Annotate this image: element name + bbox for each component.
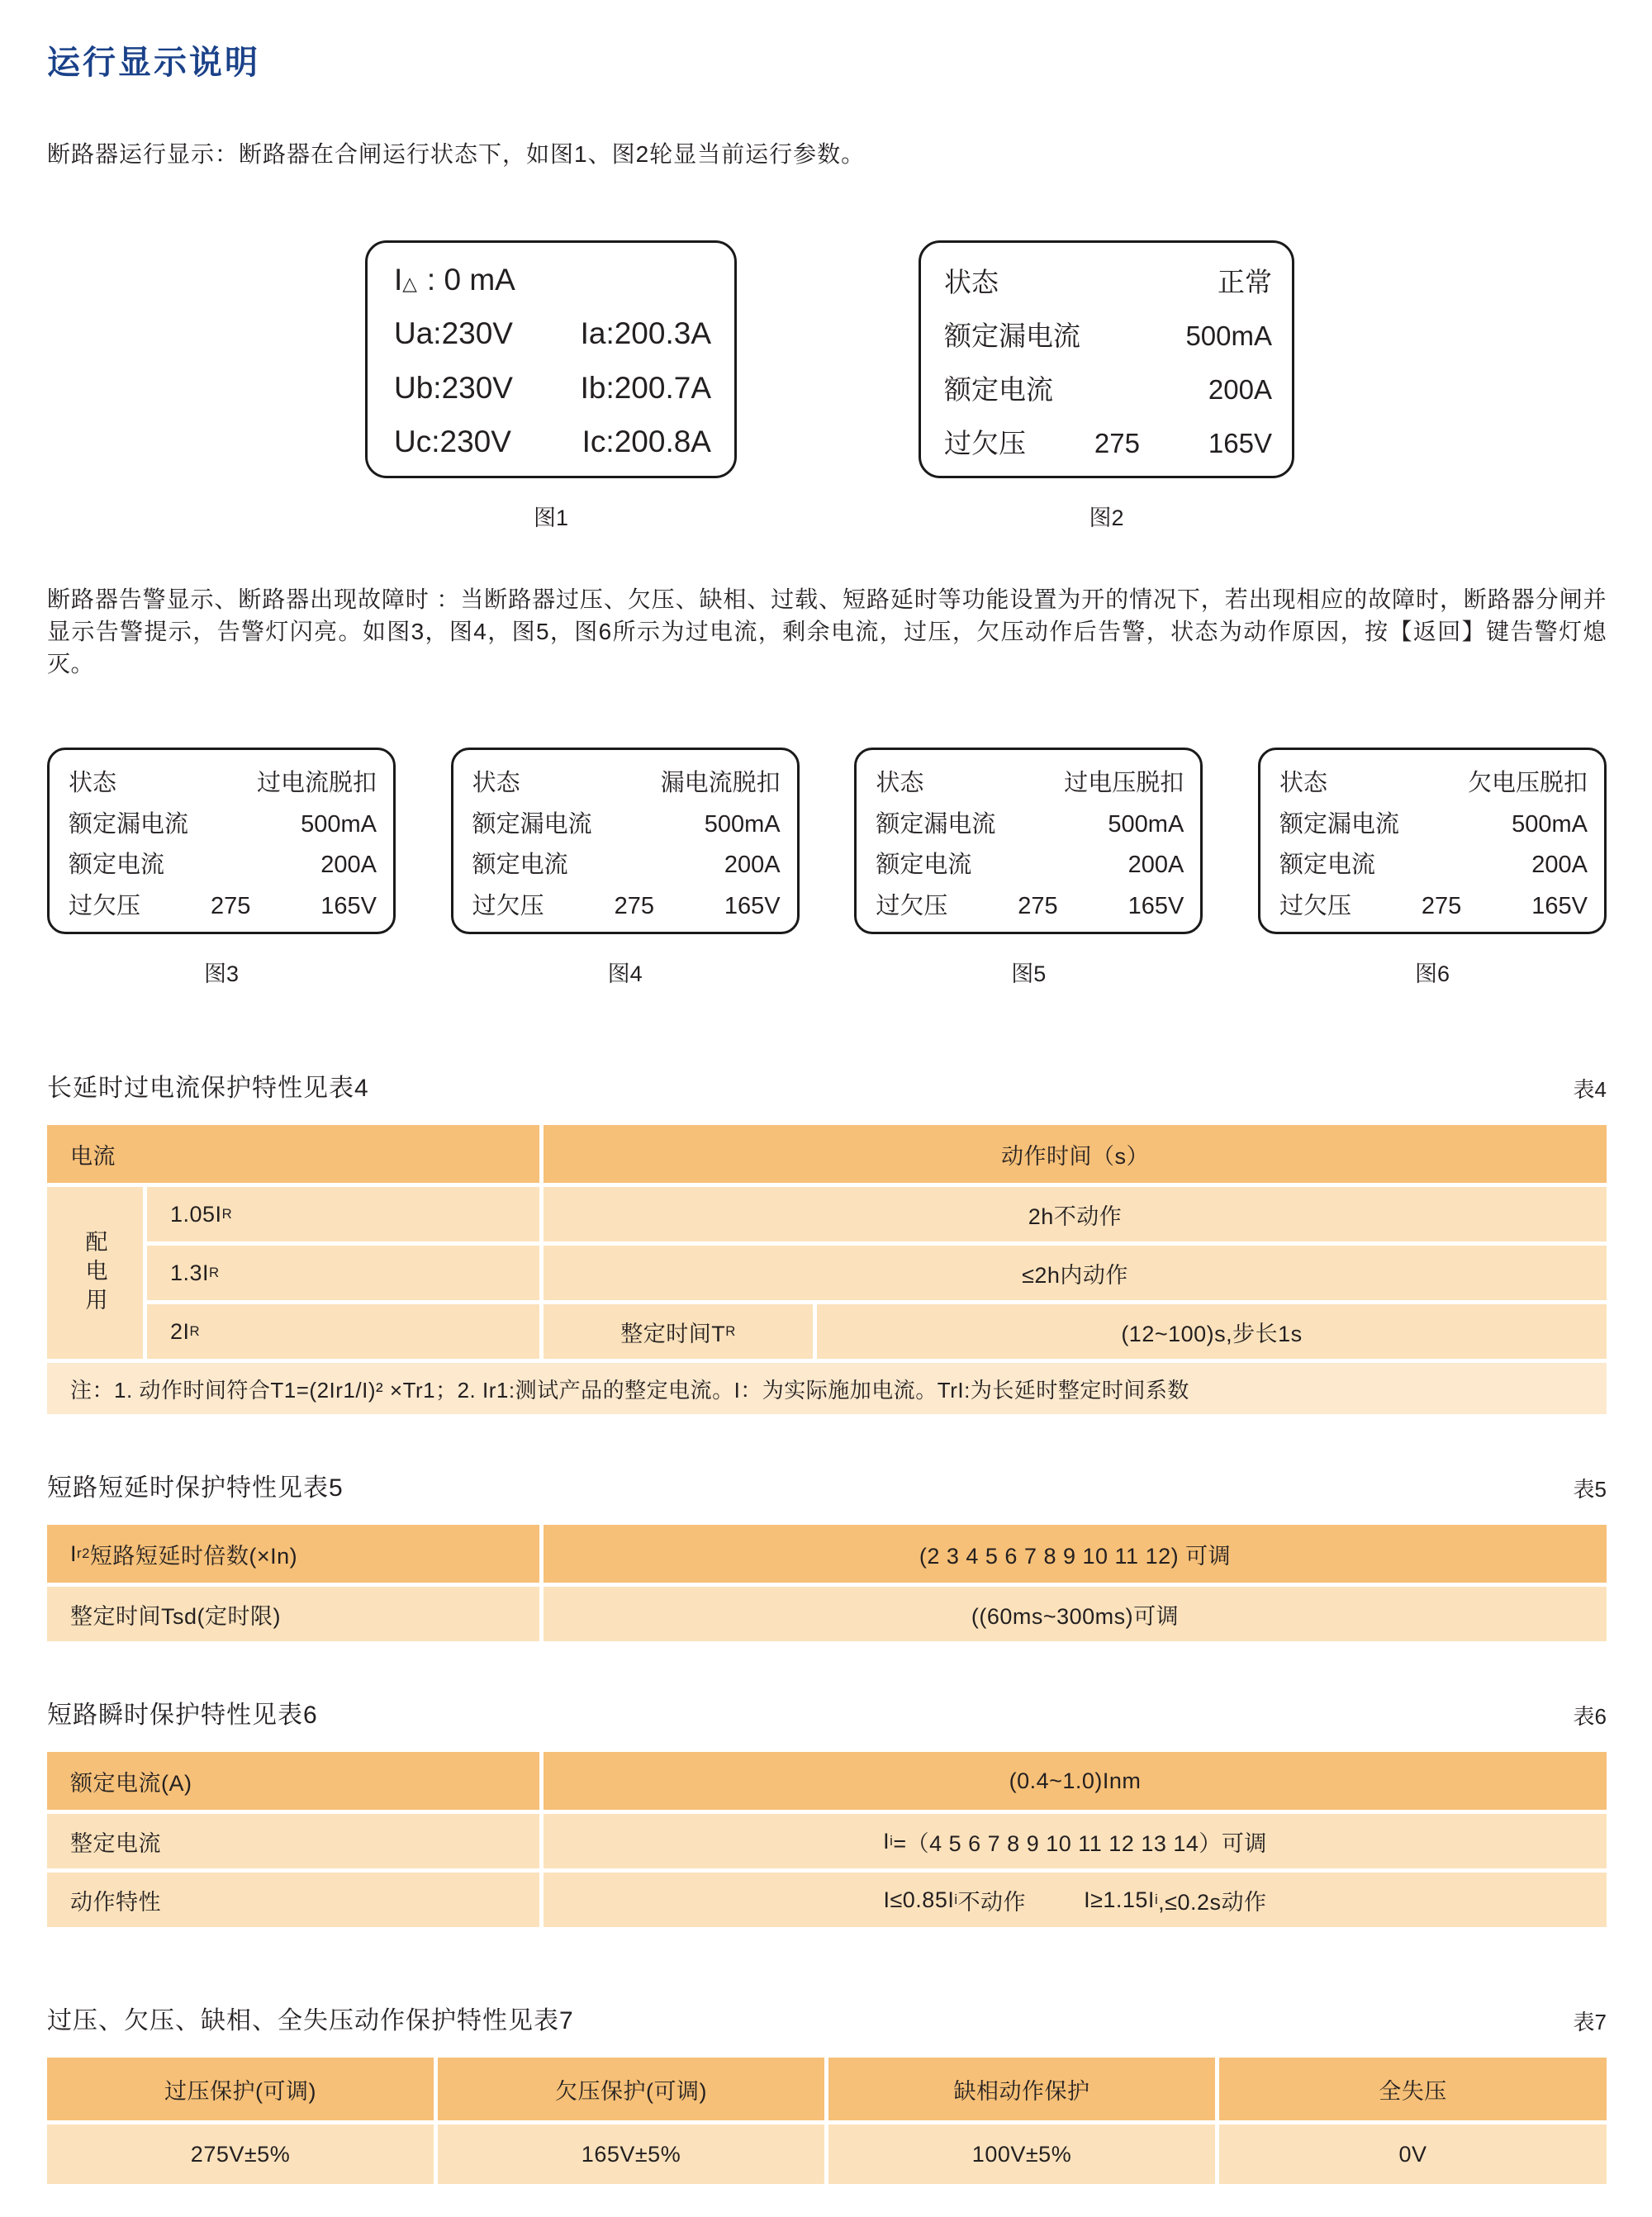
lcd-row [394,316,711,351]
table5 [47,1525,1607,1641]
setting-time-text: 整定时间T [620,1321,726,1346]
table4-action-cell: 2h不动作 [544,1187,1607,1241]
value-text: ,≤0.2s动作 [1158,1889,1267,1915]
table5-section [47,1467,1607,1641]
lcd-label: 额定漏电流 [472,810,592,838]
table7-col-phase-loss: 缺相动作保护 [828,2058,1215,2120]
lcd-label: 过欠压 [69,892,141,919]
lcd-value: 200A [724,852,781,879]
lcd-value: 165V [320,892,377,919]
table7 [47,2058,1607,2184]
table4-section-head [47,1067,1607,1104]
table6-number: 表6 [1573,1704,1607,1729]
lcd-row [472,846,781,880]
lcd-label: 额定电流 [69,852,165,879]
lcd-value: 500mA [1185,320,1272,351]
table5-heading: 短路短延时保护特性见表5 [47,1474,344,1502]
lcd-row [1279,805,1588,839]
figure-caption-2: 图2 [1089,506,1124,530]
lcd-label: 过欠压 [472,892,544,919]
lcd-value: 过电压脱扣 [1064,770,1184,796]
lcd-label: 额定漏电流 [944,320,1080,351]
table4-current-cell [147,1187,539,1241]
current-subscript: R [209,1265,220,1280]
figure-caption-3: 图3 [203,961,240,986]
lcd-label: 额定漏电流 [1279,810,1399,838]
table-row [147,1187,1607,1241]
table4-heading: 长延时过电流保护特性见表4 [47,1075,369,1102]
table5-label-cell [47,1525,539,1583]
table5-label-cell: 整定时间Tsd(定时限) [47,1587,539,1641]
lcd-current-a: Ia:200.3A [580,316,711,351]
table7-col-overvoltage: 过压保护(可调) [47,2058,434,2120]
table4-section [47,1067,1607,1414]
setting-time-subscript: R [725,1323,736,1339]
lcd-label: 过欠压 [876,892,948,919]
lcd-row [944,422,1272,461]
lcd-value: 正常 [1218,267,1272,297]
lcd-label: 状态 [944,267,999,297]
lcd-value: 200A [1531,852,1588,879]
lcd-display-5 [854,748,1203,934]
table-row [47,1752,1607,1810]
lcd-label: 额定漏电流 [876,810,996,838]
lcd-value: 165V [724,892,781,919]
lcd-row [876,764,1184,798]
label-text: I [70,1541,78,1566]
figure-caption-5: 图5 [1011,961,1047,986]
alarm-text: 断路器告警显示、断路器出现故障时 ：当断路器过压、欠压、缺相、过载、短路延时等功能设置为开的情况下，若出现相应的故障时，断路器分闸并显示告警提示，告警灯闪亮。如图3，图4，图5，图6所示为过电流，剩余电流，过压，欠压动作后告警，状态为动作原因，按【返回】键告警灯熄灭。 [47,586,1607,676]
lcd-label: 额定电流 [876,852,972,879]
table7-heading: 过压、欠压、缺相、全失压动作保护特性见表7 [47,2007,574,2034]
table7-col-total-voltage-loss: 全失压 [1219,2058,1607,2120]
figure-1-block [365,240,737,532]
table-row [47,2124,1607,2184]
table-note-row [47,1363,1607,1414]
table-row [47,1525,1607,1583]
lcd-label: 额定电流 [1279,852,1375,879]
lcd-voltage-a: Ua:230V [394,316,513,351]
triangle-subscript: △ [402,273,417,294]
table4-header-time: 动作时间（s） [544,1125,1607,1183]
table7-value-phase-loss: 100V±5% [828,2124,1215,2184]
lcd-value: 漏电流脱扣 [660,770,781,796]
lcd-row [944,368,1272,407]
lcd-label: 额定电流 [944,374,1053,405]
lcd-row [69,764,377,798]
table7-number: 表7 [1573,2010,1607,2034]
figure-caption-1: 图1 [533,506,569,530]
table6-label-cell: 整定电流 [47,1814,539,1868]
lcd-row [394,371,711,406]
label-subscript: r2 [77,1545,90,1561]
intro-text: 断路器运行显示：断路器在合闸运行状态下，如图1、图2轮显当前运行参数。 [47,141,866,167]
lcd-label: 过欠压 [944,428,1026,458]
lcd-row [876,846,1184,880]
label-text: 短路短延时倍数(×In) [89,1543,298,1569]
value-text: =（4 5 6 7 8 9 10 11 12 13 14）可调 [893,1830,1267,1856]
table7-section [47,2000,1607,2184]
table7-section-head [47,2000,1607,2036]
table4-note: 注：1. 动作时间符合T1=(2Ir1/I)² ×Tr1；2. Ir1:测试产品的整定电流。I：为实际施加电流。TrI:为长延时整定时间系数 [47,1363,1607,1414]
current-text: 1.05I [170,1201,222,1227]
lcd-row [394,425,711,459]
lcd-value: 500mA [1512,810,1588,838]
value-subscript: i [890,1833,894,1849]
figure-3-block [47,748,396,988]
figure-row-2 [47,748,1607,988]
lcd-display-3 [47,748,396,934]
table7-value-undervoltage: 165V±5% [438,2124,824,2184]
lcd-mid: 275 [614,892,654,919]
table-header-row [47,1125,1607,1183]
lcd-value: 欠电压脱扣 [1467,770,1588,796]
lcd-label: 状态 [472,770,520,796]
figure-caption-4: 图4 [607,961,643,986]
lcd-row [472,764,781,798]
lcd-current-b: Ib:200.7A [580,370,711,405]
table5-number: 表5 [1573,1477,1607,1502]
table6-label-cell: 动作特性 [47,1873,539,1927]
lcd-row [69,805,377,839]
lcd-display-4 [451,748,800,934]
table4-header-current: 电流 [47,1125,539,1183]
table4-action-cell: (12~100)s,步长1s [817,1304,1607,1359]
figure-5-block [854,748,1203,988]
table-row [47,1873,1607,1927]
table4-number: 表4 [1573,1077,1607,1102]
table4-setting-time-cell [544,1304,813,1359]
figure-caption-6: 图6 [1414,961,1450,986]
table-row [47,1587,1607,1641]
lcd-row [944,261,1272,300]
table5-section-head [47,1467,1607,1503]
table4-group-cell: 配电用 [47,1187,143,1359]
table-row [47,1814,1607,1868]
lcd-display-2 [919,240,1294,478]
table4-current-cell [147,1304,539,1359]
table6-value-cell [544,1814,1607,1868]
table6-section-head [47,1694,1607,1730]
current-text: 2I [170,1318,190,1344]
table6-value-cell [544,1873,1607,1927]
table-row [147,1304,1607,1359]
current-text: 1.3I [170,1260,210,1285]
lcd-voltage-c: Uc:230V [394,424,511,458]
lcd-label: 过欠压 [1279,892,1351,919]
table7-col-undervoltage: 欠压保护(可调) [438,2058,824,2120]
lcd-row [69,887,377,921]
lcd-row [69,846,377,880]
table-row [147,1246,1607,1300]
lcd-row [1279,764,1588,798]
lcd-voltage-b: Ub:230V [394,370,513,405]
lcd-row [394,263,711,297]
lcd-label: 状态 [876,770,924,796]
lcd-current-c: Ic:200.8A [582,424,711,458]
lcd-label: 额定漏电流 [69,810,189,838]
lcd-residual-label: I [394,263,403,297]
table4-current-cell [147,1246,539,1300]
lcd-row [472,805,781,839]
table6 [47,1752,1607,1927]
table4 [47,1125,1607,1414]
table6-label-cell: 额定电流(A) [47,1752,539,1810]
lcd-value: 200A [1208,374,1272,405]
figure-4-block [451,748,800,988]
table6-value-cell: (0.4~1.0)Inm [544,1752,1607,1810]
lcd-display-1 [365,240,737,478]
lcd-value: 200A [1127,852,1184,879]
lcd-label: 额定电流 [472,852,568,879]
lcd-label: 状态 [69,770,117,796]
value-subscript: i [954,1892,958,1907]
lcd-value: 165V [1127,892,1184,919]
value-subscript: i [1154,1892,1159,1907]
value-text: I [883,1828,890,1854]
table6-heading: 短路瞬时保护特性见表6 [47,1702,318,1729]
table4-action-cell: ≤2h内动作 [544,1246,1607,1300]
lcd-value: 500mA [301,810,377,838]
figure-2-block [919,240,1294,532]
lcd-mid: 275 [1421,892,1462,919]
value-text: 不动作 [957,1889,1027,1915]
table5-value-cell: (2 3 4 5 6 7 8 9 10 11 12) 可调 [544,1525,1607,1583]
table7-value-total-voltage-loss: 0V [1219,2124,1607,2184]
value-text: I≤0.85I [883,1887,955,1912]
lcd-value: 165V [1208,428,1272,458]
lcd-row [944,315,1272,354]
figure-row-1 [365,240,1607,532]
page-title: 运行显示说明 [47,45,260,81]
lcd-row [876,805,1184,839]
lcd-display-6 [1258,748,1607,934]
lcd-value: 500mA [1108,810,1184,838]
lcd-row [1279,846,1588,880]
table6-section [47,1694,1607,1927]
value-text: I≥1.15I [1084,1887,1155,1912]
lcd-value: 过电流脱扣 [256,770,377,796]
lcd-mid: 275 [1018,892,1058,919]
current-subscript: R [189,1323,201,1339]
table7-value-overvoltage: 275V±5% [47,2124,434,2184]
figure-6-block [1258,748,1607,988]
lcd-value: 200A [320,852,377,879]
lcd-value: 165V [1531,892,1588,919]
lcd-mid: 275 [1094,428,1140,458]
table5-value-cell: ((60ms~300ms)可调 [544,1587,1607,1641]
spacer [737,240,919,532]
lcd-row [1279,887,1588,921]
table4-rows [147,1187,1607,1359]
lcd-label: 状态 [1279,770,1327,796]
lcd-value: 500mA [704,810,781,838]
lcd-row [876,887,1184,921]
lcd-mid: 275 [210,892,251,919]
lcd-row [472,887,781,921]
lcd-residual-value: : 0 mA [426,263,515,297]
current-subscript: R [221,1206,233,1222]
table4-body [47,1187,1607,1359]
table-header-row [47,2058,1607,2120]
